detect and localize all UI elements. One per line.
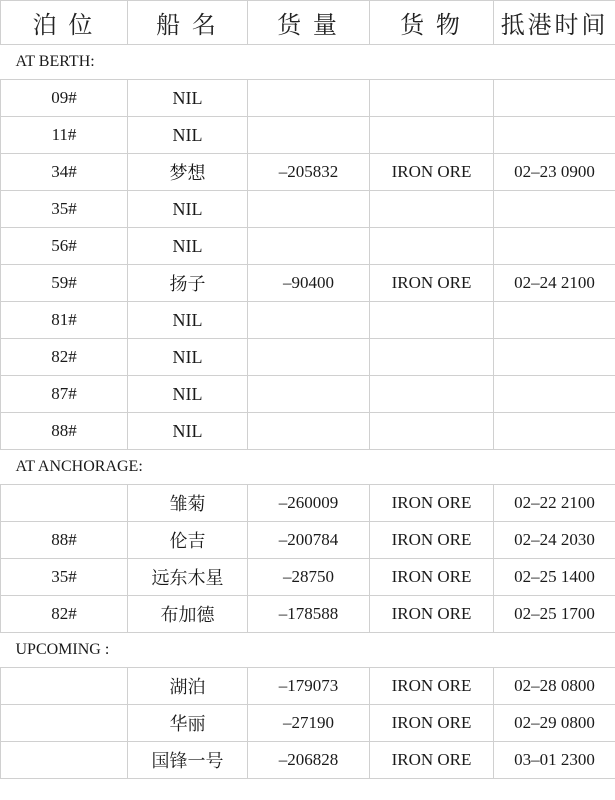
quantity-cell: –206828 [248,742,370,779]
quantity-cell [248,413,370,450]
ship-name-cell: NIL [128,228,248,265]
berth-cell: 09# [1,80,128,117]
table-row [1,154,615,191]
berth-cell [1,705,128,742]
quantity-cell: –28750 [248,559,370,596]
table-row [1,117,615,154]
arrival-time-cell [494,376,615,413]
table-row [1,302,615,339]
quantity-cell [248,80,370,117]
ship-name-cell: 远东木星 [128,559,248,596]
berth-cell [1,742,128,779]
arrival-time-cell: 03–01 2300 [494,742,615,779]
cargo-cell: IRON ORE [370,522,494,559]
arrival-time-cell: 02–22 2100 [494,485,615,522]
quantity-cell: –27190 [248,705,370,742]
arrival-time-cell: 02–24 2100 [494,265,615,302]
arrival-time-cell [494,413,615,450]
cargo-cell [370,302,494,339]
cargo-cell: IRON ORE [370,559,494,596]
ship-name-cell: 伦吉 [128,522,248,559]
berth-cell: 88# [1,522,128,559]
berth-cell: 34# [1,154,128,191]
table-row [1,742,615,779]
header-cargo: 货 物 [370,1,494,45]
cargo-cell: IRON ORE [370,742,494,779]
table-row [1,668,615,705]
header-arrival-time: 抵港时间 [494,1,615,45]
section-title: AT BERTH: [1,45,615,80]
ship-name-cell: NIL [128,339,248,376]
ship-name-cell: 国锋一号 [128,742,248,779]
arrival-time-cell [494,80,615,117]
ship-name-cell: NIL [128,413,248,450]
section-title: AT ANCHORAGE: [1,450,615,485]
arrival-time-cell: 02–29 0800 [494,705,615,742]
ship-name-cell: 扬子 [128,265,248,302]
berth-cell [1,485,128,522]
table-row [1,559,615,596]
table-row [1,191,615,228]
table-row [1,339,615,376]
cargo-cell: IRON ORE [370,596,494,633]
header-berth: 泊 位 [1,1,128,45]
cargo-cell [370,413,494,450]
header-quantity: 货 量 [248,1,370,45]
ship-name-cell: NIL [128,302,248,339]
header-row [1,1,615,45]
quantity-cell [248,228,370,265]
quantity-cell [248,302,370,339]
table-row [1,596,615,633]
quantity-cell [248,376,370,413]
quantity-cell [248,339,370,376]
berth-cell: 81# [1,302,128,339]
section-title: UPCOMING : [1,633,615,668]
quantity-cell: –179073 [248,668,370,705]
cargo-cell [370,376,494,413]
ship-name-cell: 华丽 [128,705,248,742]
quantity-cell [248,191,370,228]
berth-cell: 11# [1,117,128,154]
berth-cell: 87# [1,376,128,413]
cargo-cell [370,228,494,265]
arrival-time-cell [494,302,615,339]
ship-name-cell: NIL [128,191,248,228]
berth-cell: 88# [1,413,128,450]
table-row [1,80,615,117]
table-row [1,705,615,742]
cargo-cell [370,80,494,117]
arrival-time-cell [494,228,615,265]
berth-cell: 35# [1,191,128,228]
table-row [1,522,615,559]
arrival-time-cell [494,191,615,228]
ship-name-cell: 梦想 [128,154,248,191]
cargo-cell [370,117,494,154]
quantity-cell: –90400 [248,265,370,302]
quantity-cell [248,117,370,154]
quantity-cell: –205832 [248,154,370,191]
ship-name-cell: 雏菊 [128,485,248,522]
section-header-row [1,450,615,485]
cargo-cell: IRON ORE [370,705,494,742]
table-row [1,376,615,413]
cargo-cell [370,339,494,376]
table-row [1,228,615,265]
cargo-cell: IRON ORE [370,668,494,705]
arrival-time-cell [494,339,615,376]
ship-name-cell: 布加德 [128,596,248,633]
berth-cell: 82# [1,339,128,376]
table-row [1,485,615,522]
table-row [1,265,615,302]
berth-cell [1,668,128,705]
arrival-time-cell: 02–23 0900 [494,154,615,191]
section-header-row [1,633,615,668]
ship-name-cell: NIL [128,80,248,117]
cargo-cell: IRON ORE [370,154,494,191]
ship-name-cell: NIL [128,376,248,413]
berth-cell: 56# [1,228,128,265]
cargo-cell: IRON ORE [370,265,494,302]
section-header-row [1,45,615,80]
quantity-cell: –200784 [248,522,370,559]
arrival-time-cell [494,117,615,154]
berth-cell: 35# [1,559,128,596]
table-body [1,45,615,779]
berth-cell: 82# [1,596,128,633]
arrival-time-cell: 02–25 1400 [494,559,615,596]
arrival-time-cell: 02–24 2030 [494,522,615,559]
table-row [1,413,615,450]
quantity-cell: –178588 [248,596,370,633]
ship-name-cell: 湖泊 [128,668,248,705]
quantity-cell: –260009 [248,485,370,522]
ship-name-cell: NIL [128,117,248,154]
cargo-cell [370,191,494,228]
arrival-time-cell: 02–25 1700 [494,596,615,633]
berth-cell: 59# [1,265,128,302]
arrival-time-cell: 02–28 0800 [494,668,615,705]
header-ship-name: 船 名 [128,1,248,45]
cargo-cell: IRON ORE [370,485,494,522]
